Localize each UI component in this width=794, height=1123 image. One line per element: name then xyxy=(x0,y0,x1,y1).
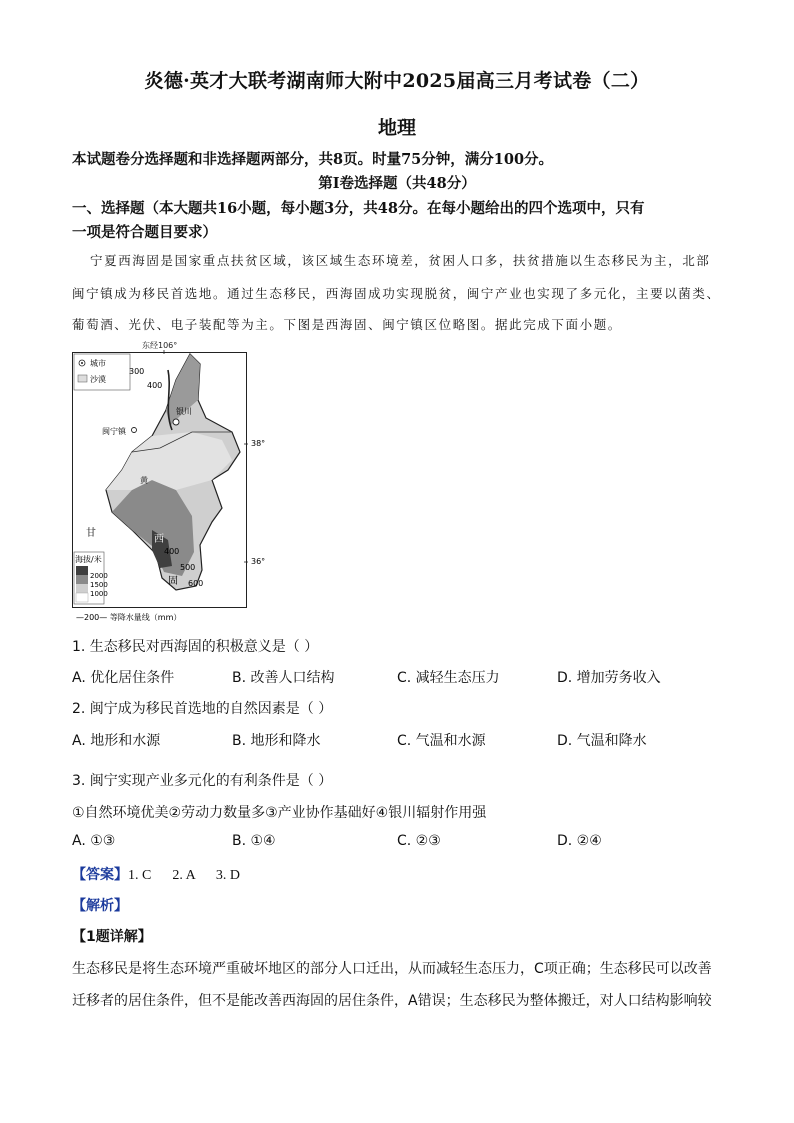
isohyet-500: 500 xyxy=(180,563,196,572)
exam-title: 炎德·英才大联考湖南师大附中2025届高三月考试卷（二） xyxy=(144,70,650,92)
location-map xyxy=(72,340,272,625)
city-yinchuan: 银川 xyxy=(176,407,192,416)
part-instructions-2: 一项是符合题目要求） xyxy=(72,224,217,241)
isohyet-note: —200— 等降水量线（mm） xyxy=(76,613,182,622)
q2-option-c[interactable]: C. 气温和水源 xyxy=(397,733,486,749)
elevation-title: 海拔/米 xyxy=(75,555,102,564)
q1-option-d[interactable]: D. 增加劳务收入 xyxy=(557,670,661,686)
detail-title: 【1题详解】 xyxy=(72,929,152,945)
q3-option-c[interactable]: C. ②③ xyxy=(397,833,441,849)
section-heading: 第Ⅰ卷选择题（共48分） xyxy=(318,175,476,192)
q1-option-a[interactable]: A. 优化居住条件 xyxy=(72,670,175,686)
question-3-stem: 3. 闽宁实现产业多元化的有利条件是（ ） xyxy=(72,773,333,789)
part-instructions-1: 一、选择题（本大题共16小题，每小题3分，共48分。在每小题给出的四个选项中，只有 xyxy=(72,200,645,217)
yinchuan-marker xyxy=(173,419,179,425)
question-3-statements: ①自然环境优美②劳动力数量多③产业协作基础好④银川辐射作用强 xyxy=(72,805,487,821)
region-huang: 黄 xyxy=(140,476,148,485)
question-1-stem: 1. 生态移民对西海固的积极意义是（ ） xyxy=(72,639,319,655)
desert-icon xyxy=(78,375,87,382)
map-svg xyxy=(72,340,272,625)
town-minning: 闽宁镇 xyxy=(102,427,126,436)
legend-desert: 沙漠 xyxy=(90,375,106,384)
q2-option-d[interactable]: D. 气温和降水 xyxy=(557,733,647,749)
answer-row xyxy=(72,864,240,884)
lat-38: 38° xyxy=(251,439,266,448)
lat-36: 36° xyxy=(251,557,266,566)
subject-title: 地理 xyxy=(377,117,416,139)
longitude-label: 东经106° xyxy=(142,341,178,350)
q3-option-a[interactable]: A. ①③ xyxy=(72,833,116,849)
analysis-label: 【解析】 xyxy=(72,898,128,914)
answer-label: 【答案】 xyxy=(72,867,128,883)
question-2-stem: 2. 闽宁成为移民首选地的自然因素是（ ） xyxy=(72,701,333,717)
isohyet-400b: 400 xyxy=(164,547,180,556)
answer-values: 1. C 2. A 3. D xyxy=(128,868,241,883)
region-gu: 固 xyxy=(168,576,178,587)
minning-marker xyxy=(132,428,137,433)
q1-option-c[interactable]: C. 减轻生态压力 xyxy=(397,670,500,686)
passage-line-2: 闽宁镇成为移民首选地。通过生态移民，西海固成功实现脱贫，闽宁产业也实现了多元化，主要以菌类、 xyxy=(72,286,721,301)
q2-option-a[interactable]: A. 地形和水源 xyxy=(72,733,161,749)
passage-line-3: 葡萄酒、光伏、电子装配等为主。下图是西海固、闽宁镇区位略图。据此完成下面小题。 xyxy=(72,317,622,332)
isohyet-600: 600 xyxy=(188,579,204,588)
region-gan: 甘 xyxy=(86,528,96,539)
isohyet-400a: 400 xyxy=(147,381,163,390)
q3-option-d[interactable]: D. ②④ xyxy=(557,833,602,849)
region-xi: 西 xyxy=(154,534,164,545)
isohyet-300: 300 xyxy=(129,367,145,376)
exam-info: 本试题卷分选择题和非选择题两部分，共8页。时量75分钟，满分100分。 xyxy=(72,151,554,168)
detail-line-1: 生态移民是将生态环境严重破坏地区的部分人口迁出，从而减轻生态压力，C项正确；生态移民可以改善 xyxy=(72,961,712,977)
q2-option-b[interactable]: B. 地形和降水 xyxy=(232,733,321,749)
legend-city: 城市 xyxy=(90,359,106,368)
q1-option-b[interactable]: B. 改善人口结构 xyxy=(232,670,335,686)
q3-option-b[interactable]: B. ①④ xyxy=(232,833,276,849)
detail-line-2: 迁移者的居住条件，但不是能改善西海固的居住条件，A错误；生态移民为整体搬迁，对人口结构影响较 xyxy=(72,993,712,1009)
passage-line-1: 宁夏西海固是国家重点扶贫区域，该区域生态环境差，贫困人口多，扶贫措施以生态移民为主，北部 xyxy=(90,253,711,268)
elev-1500: 1500 xyxy=(90,581,108,589)
elev-2000: 2000 xyxy=(90,572,108,580)
elev-1000: 1000 xyxy=(90,590,108,598)
